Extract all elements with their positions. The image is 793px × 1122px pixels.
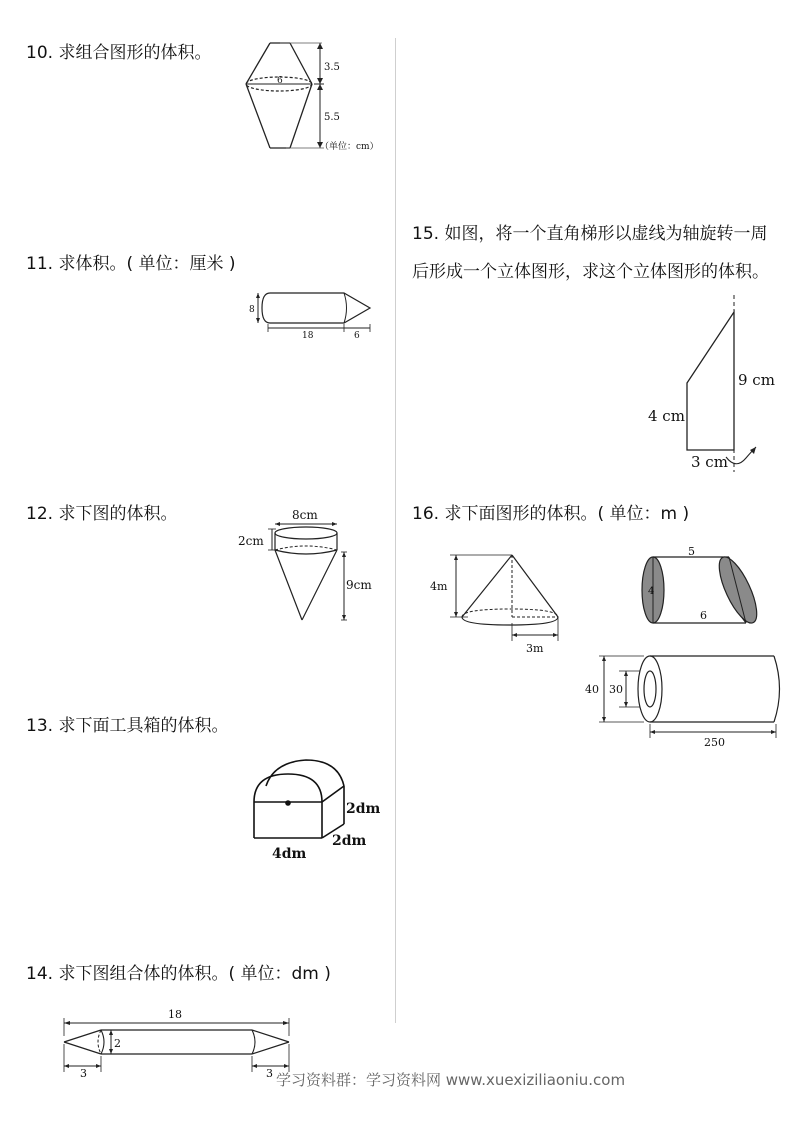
question-12: 12. 求下图的体积。 <box>26 504 178 524</box>
question-14: 14. 求下图组合体的体积。( 单位：dm ) <box>26 964 331 984</box>
q16-tube-inner-label: 30 <box>609 683 623 696</box>
q16-tube-length-label: 250 <box>704 736 725 749</box>
q10-unit-label: （单位：cm） <box>320 142 379 152</box>
footer-watermark: 学习资料群：学习资料网 www.xuexiziliaoniu.com <box>276 1071 626 1089</box>
q10-top-height-label: 3.5 <box>324 62 340 73</box>
q16-slanted-cylinder-figure <box>636 540 766 630</box>
q14-left-cone-label: 3 <box>80 1067 87 1080</box>
q12-cylinder-cone-figure <box>234 505 384 625</box>
q15-left-height-label: 4 cm <box>648 407 685 425</box>
q15-trapezoid-figure <box>640 290 775 480</box>
q11-cyl-length-label: 18 <box>302 331 314 341</box>
q13-height-label: 2dm <box>346 801 381 817</box>
q14-double-cone-cylinder-figure <box>56 1006 306 1081</box>
q15-right-height-label: 9 cm <box>738 371 775 389</box>
q14-right-cone-label: 3 <box>266 1067 273 1080</box>
q11-cone-length-label: 6 <box>354 331 360 341</box>
q12-diameter-label: 8cm <box>292 508 318 522</box>
question-11: 11. 求体积。( 单位：厘米 ) <box>26 254 236 274</box>
question-13: 13. 求下面工具箱的体积。 <box>26 716 229 736</box>
q16-tube-outer-label: 40 <box>585 683 599 696</box>
q10-bottom-height-label: 5.5 <box>324 112 340 123</box>
q16-hollow-tube-figure <box>582 648 787 753</box>
q12-cone-height-label: 9cm <box>346 578 372 592</box>
question-15: 15. 如图，将一个直角梯形以虚线为轴旋转一周后形成一个立体图形，求这个立体图形的体积。 <box>412 224 769 282</box>
question-10: 10. 求组合图形的体积。 <box>26 43 212 63</box>
q16-cyl-bottom-label: 6 <box>700 609 707 622</box>
q13-toolbox-figure <box>246 752 396 867</box>
q13-length-label: 4dm <box>272 846 307 862</box>
q10-double-cone-figure <box>240 38 400 160</box>
q10-diameter-label: 6 <box>277 76 283 86</box>
q16-cone-height-label: 4m <box>430 580 448 593</box>
q14-total-length-label: 18 <box>168 1008 182 1021</box>
footer-text <box>276 1069 625 1090</box>
q16-cone-figure <box>428 545 568 660</box>
q16-cyl-diameter-label: 4 <box>648 586 655 597</box>
column-divider <box>395 38 396 1023</box>
q16-cyl-length-label: 5 <box>688 545 695 558</box>
q12-cyl-height-label: 2cm <box>238 534 264 548</box>
q14-diameter-label: 2 <box>114 1037 121 1050</box>
q11-cylinder-cone-figure <box>244 288 384 343</box>
q15-bottom-width-label: 3 cm <box>691 453 728 471</box>
q13-depth-label: 2dm <box>332 833 367 849</box>
q11-diameter-label: 8 <box>249 305 255 315</box>
question-16: 16. 求下面图形的体积。( 单位：m ) <box>412 504 690 524</box>
q16-cone-radius-label: 3m <box>526 642 544 655</box>
